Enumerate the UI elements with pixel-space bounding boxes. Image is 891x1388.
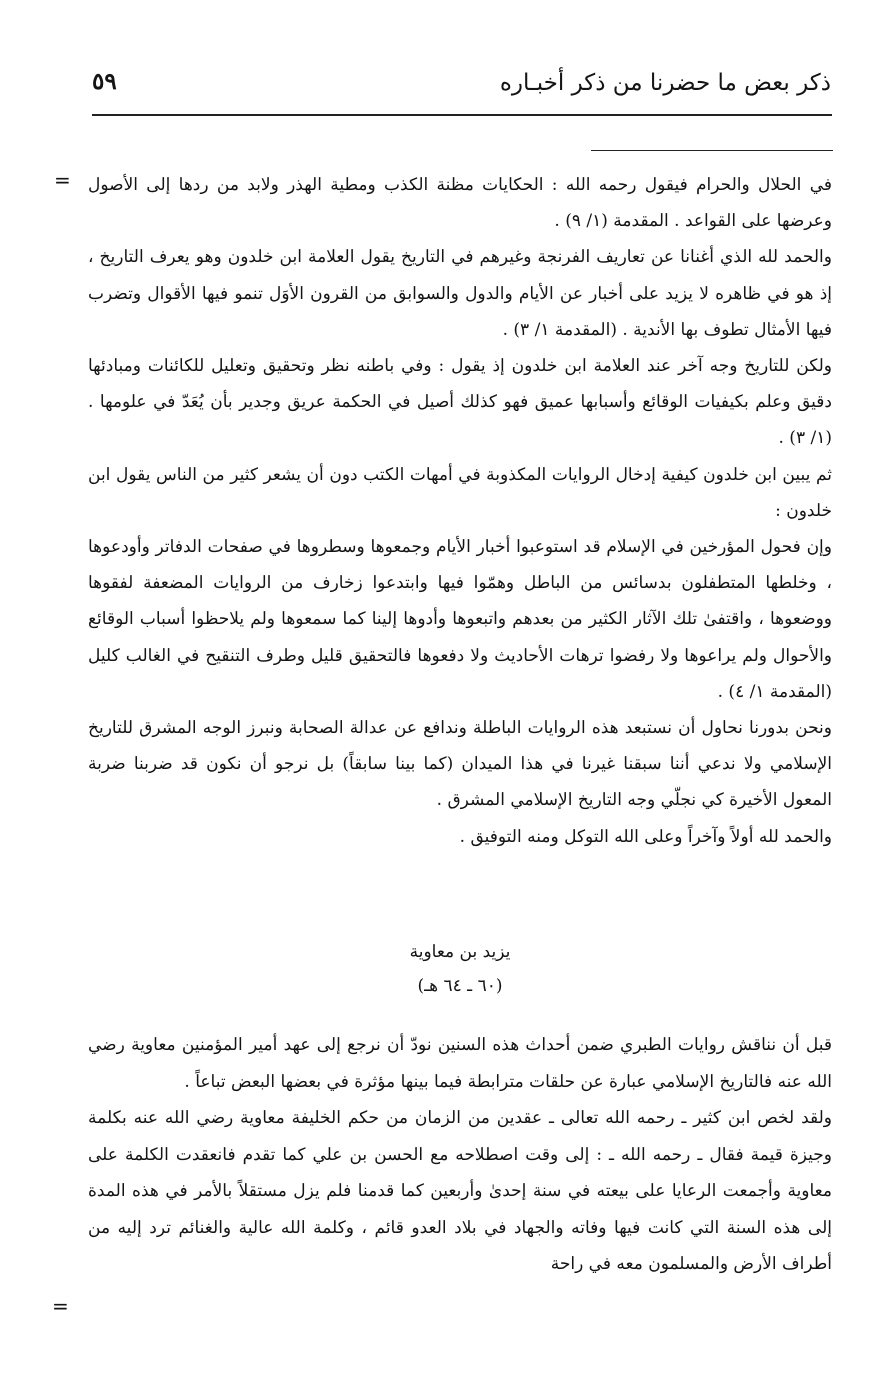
footnote-paragraph: في الحلال والحرام فيقول رحمه الله : الحكايات مظنة الكذب ومطية الهذر ولابد من ردها إلى الأصول وعرضها على القواعد . المقدمة (١/ ٩) .	[88, 175, 832, 232]
section-dates: (٦٠ ـ ٦٤ هـ)	[417, 976, 503, 996]
footnote-paragraph: ثم يبين ابن خلدون كيفية إدخال الروايات المكذوبة في أمهات الكتب دون أن يشعر كثير من الناس يقول ابن خلدون :	[88, 464, 832, 521]
header-rule	[92, 114, 832, 116]
footnote-divider	[591, 150, 833, 151]
body-paragraph: قبل أن نناقش روايات الطبري ضمن أحداث هذه السنين نودّ أن نرجع إلى عهد أمير المؤمنين معاوية رضي الله عنه فالتاريخ الإسلامي عبارة عن حلقات مترابطة فيما بينها مؤثرة في بعضها البعض تباعاً .	[88, 1035, 832, 1092]
continuation-mark-bottom: =	[52, 1294, 69, 1318]
footnote-paragraph: والحمد لله الذي أغنانا عن تعاريف الفرنجة وغيرهم في التاريخ يقول العلامة ابن خلدون وهو يعرف التاريخ ، إذ هو في ظاهره لا يزيد على أخبار عن الأيام والدول والسوابق من القرون الأوَل تنمو فيها الأقوال وتضرب فيها الأمثال تطوف بها الأندية . (المقدمة ١/ ٣) .	[88, 247, 832, 340]
footnote-paragraph: ونحن بدورنا نحاول أن نستبعد هذه الروايات الباطلة وندافع عن عدالة الصحابة ونبرز الوجه المشرق للتاريخ الإسلامي ولا ندعي أننا سبقنا غيرنا في هذا الميدان (كما بينا سابقاً) بل نرجو أن نكون قد ضربنا ضربة المعول الأخيرة كي نجلّي وجه التاريخ الإسلامي المشرق .	[88, 718, 832, 811]
section-title: يزيد بن معاوية	[409, 942, 511, 962]
footnote-paragraph: والحمد لله أولاً وآخراً وعلى الله التوكل ومنه التوفيق .	[459, 826, 832, 847]
footnote-paragraph: وإن فحول المؤرخين في الإسلام قد استوعبوا أخبار الأيام وجمعوها وسطروها في صفحات الدفاتر وأودعوها ، وخلطها المتطفلون بدسائس من الباطل وهمّوا فيها وابتدعوا زخارف من الروايات المضعفة لفقوها ووضعوها ، واقتفىٰ تلك الآثار الكثير من بعدهم واتبعوها وأدوها إلينا كما سمعوها ولم يلاحظوا أسباب الوقائع والأحوال ولم يراعوها ولا رفضوا ترهات الأحاديث ولا دفعوها فالتحقيق قليل وطرف التنقيح في الغالب كليل (المقدمة ١/ ٤) .	[88, 537, 832, 702]
body-text	[88, 1027, 832, 1283]
footnote-paragraph: ولكن للتاريخ وجه آخر عند العلامة ابن خلدون إذ يقول : وفي باطنه نظر وتحقيق وتعليل للكائنات ومبادئها دقيق وعلم بكيفيات الوقائع وأسبابها عميق فهو كذلك أصيل في الحكمة عريق وجدير بأن يُعَدّ في علومها . (١/ ٣) .	[88, 356, 832, 449]
body-paragraph: ولقد لخص ابن كثير ـ رحمه الله تعالى ـ عقدين من الزمان من حكم الخليفة معاوية رضي الله عنه بكلمة وجيزة قيمة فقال ـ رحمه الله ـ : إلى وقت اصطلاحه مع الحسن بن علي كما تقدم فانعقدت الكلمة على معاوية وأجمعت الرعايا على بيعته في سنة إحدىٰ وأربعين كما قدمنا فلم يزل مستقلاً بالأمر في هذه المدة إلى هذه السنة التي كانت فيها وفاته والجهاد في بلاد العدو قائم ، وكلمة الله عالية والغنائم ترد إليه من أطراف الأرض والمسلمون معه في راحة	[88, 1108, 832, 1274]
footnote-block	[88, 167, 832, 855]
page-number: ٥٩	[92, 68, 117, 95]
running-header-title: ذكر بعض ما حضرنا من ذكر أخبـاره	[499, 70, 831, 96]
section-heading	[88, 935, 832, 1003]
continuation-mark-top: =	[54, 168, 71, 192]
